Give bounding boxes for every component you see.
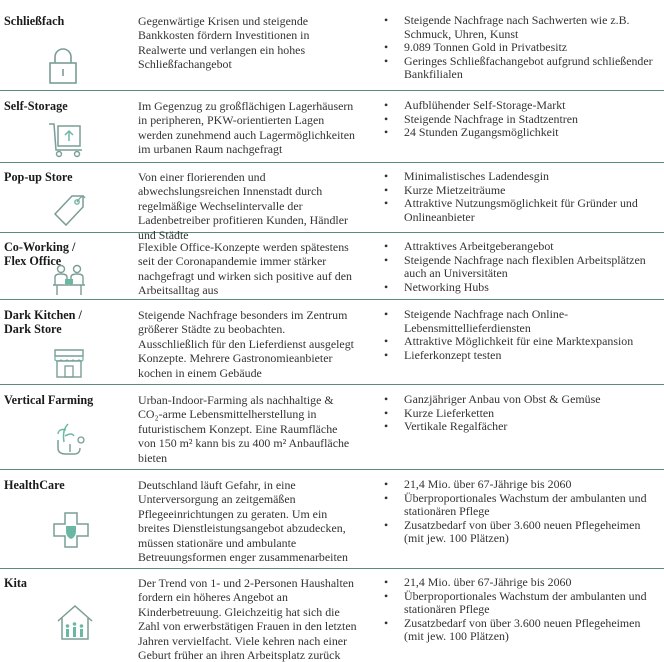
bullet-list [384,576,660,644]
storefront-icon [52,347,86,379]
bullet-item: • 21,4 Mio. über 67-Jährige bis 2060 [384,576,660,590]
bullet-item: • 21,4 Mio. über 67-Jährige bis 2060 [384,478,660,492]
bullet-item: • Geringes Schließfachangebot aufgrund schließender Bankfilialen [384,55,660,82]
bullet-item: • Lieferkonzept testen [384,349,660,363]
row-title-line: Co-Working / [4,240,76,254]
bullet-item: • Steigende Nachfrage in Stadtzentren [384,113,660,127]
bullet-item: • Steigende Nachfrage nach flexiblen Arbeitsplätzen auch an Universitäten [384,254,660,281]
bullet-item: • Vertikale Regalfächer [384,420,660,434]
bullet-item: • Networking Hubs [384,281,660,295]
bullet-item: • Zusatzbedarf von über 3.600 neuen Pflegeheimen (mit jew. 100 Plätzen) [384,519,660,546]
bullet-list [384,393,660,434]
row-title: HealthCare [4,478,65,492]
row-title [4,308,82,336]
storage-box-cart-icon [46,120,86,158]
row-description: Flexible Office-Konzepte werden spätestens seit der Coronapandemie immer stärker nachgefragt und wirken sich positive auf den Arbeitsalltag aus [138,240,352,298]
row-description: Gegenwärtige Krisen und steigende Bankkosten fördern Investitionen in Realwerte und verlangen ein hohes Schließfachangebot [138,14,310,72]
table-row [0,305,664,385]
bullet-item: • Attraktives Arbeitgeberangebot [384,240,660,254]
bullet-item: • Minimalistisches Ladendesgin [384,170,660,184]
bullet-item: • Kurze Mietzeiträume [384,184,660,198]
table-row [0,96,664,163]
house-icon [56,603,94,641]
bullet-item: • Attraktive Möglichkeit für eine Marktexpansion [384,335,660,349]
row-title-line: Flex Office [4,254,62,268]
row-title-line: Dark Store [4,322,62,336]
table-row [0,573,664,661]
bullet-list [384,170,660,224]
row-title: Self-Storage [4,99,68,113]
bullet-item: • Steigende Nachfrage nach Sachwerten wie z.B. Schmuck, Uhren, Kunst [384,14,660,41]
medical-cross-icon [52,511,90,549]
bullet-item: • Kurze Lieferketten [384,407,660,421]
bullet-item: • Ganzjähriger Anbau von Obst & Gemüse [384,393,660,407]
price-tag-icon [52,193,86,229]
bullet-item: • Überproportionales Wachstum der ambulanten und stationären Pflege [384,590,660,617]
bullet-list [384,240,660,294]
bullet-item: • 24 Stunden Zugangsmöglichkeit [384,126,660,140]
row-title: Vertical Farming [4,393,94,407]
bullet-list [384,308,660,362]
table-row [0,237,664,300]
table-row [0,167,664,242]
bullet-item: • Steigende Nachfrage nach Online-Lebensmittellieferdiensten [384,308,660,335]
bullet-item: • Zusatzbedarf von über 3.600 neuen Pflegeheimen (mit jew. 100 Plätzen) [384,617,660,644]
coworking-people-icon [52,263,86,297]
row-description: Steigende Nachfrage besonders im Zentrum größerer Städte zu beobachten. Ausschließlich für den Lieferdienst ausgelegt Konzepte. Mehrere Gastronomieanbieter kochen in einem Gebäude [138,308,354,380]
row-title: Pop-up Store [4,170,73,184]
table-row [0,475,664,569]
bullet-list [384,478,660,546]
row-title: Kita [4,576,28,590]
row-title: Schließfach [4,14,65,28]
bullet-list [384,14,660,82]
row-description: Im Gegenzug zu großflächigen Lagerhäusern in peripheren, PKW-orientierten Lagen werden zunehmend auch Lagermöglichkeiten im urbanen Raum nachgefragt [138,99,355,157]
bullet-item: • Überproportionales Wachstum der ambulanten und stationären Pflege [384,492,660,519]
bullet-item: • 9.089 Tonnen Gold in Privatbesitz [384,41,660,55]
row-description: Deutschland läuft Gefahr, in eine Unterversorgung an zeitgemäßen Pflegeeinrichtungen zu geraten. Um ein breites Dienstleistungsangebot abzudecken, müssen stationäre und ambulante Betreuungsformen enger zusammenarbeiten [138,478,348,565]
row-title-line: Dark Kitchen / [4,308,82,322]
plant-hand-icon [54,418,88,458]
bullet-list [384,99,660,140]
lock-icon [46,47,80,85]
table-row [0,11,664,91]
bullet-item: • Attraktive Nutzungsmöglichkeit für Gründer und Onlineanbieter [384,197,660,224]
table-row [0,390,664,470]
row-description: Der Trend von 1- und 2-Personen Haushalten fordern ein höheres Angebot an Kinderbetreuung. Gleichzeitig hat sich die Zahl von erwerbstätigen Frauen in den letzten Jahren vervielfacht. Viele kehren nach einer Geburt früher an ihren Arbeitsplatz zurück [138,576,357,662]
row-description: Von einer florierenden und abwechslungsreichen Innenstadt durch regelmäßige Wechselintervalle der Ladenbetreiber profitieren Kunden, Händler und Städte [138,170,348,242]
row-description: Urban-Indoor-Farming als nachhaltige & CO₂-arme Lebensmittelherstellung in futuristischem Konzept. Eine Raumfläche von 150 m² kann bis zu 400 m² Anbaufläche bieten [138,393,350,465]
bullet-item: • Aufblühender Self-Storage-Markt [384,99,660,113]
